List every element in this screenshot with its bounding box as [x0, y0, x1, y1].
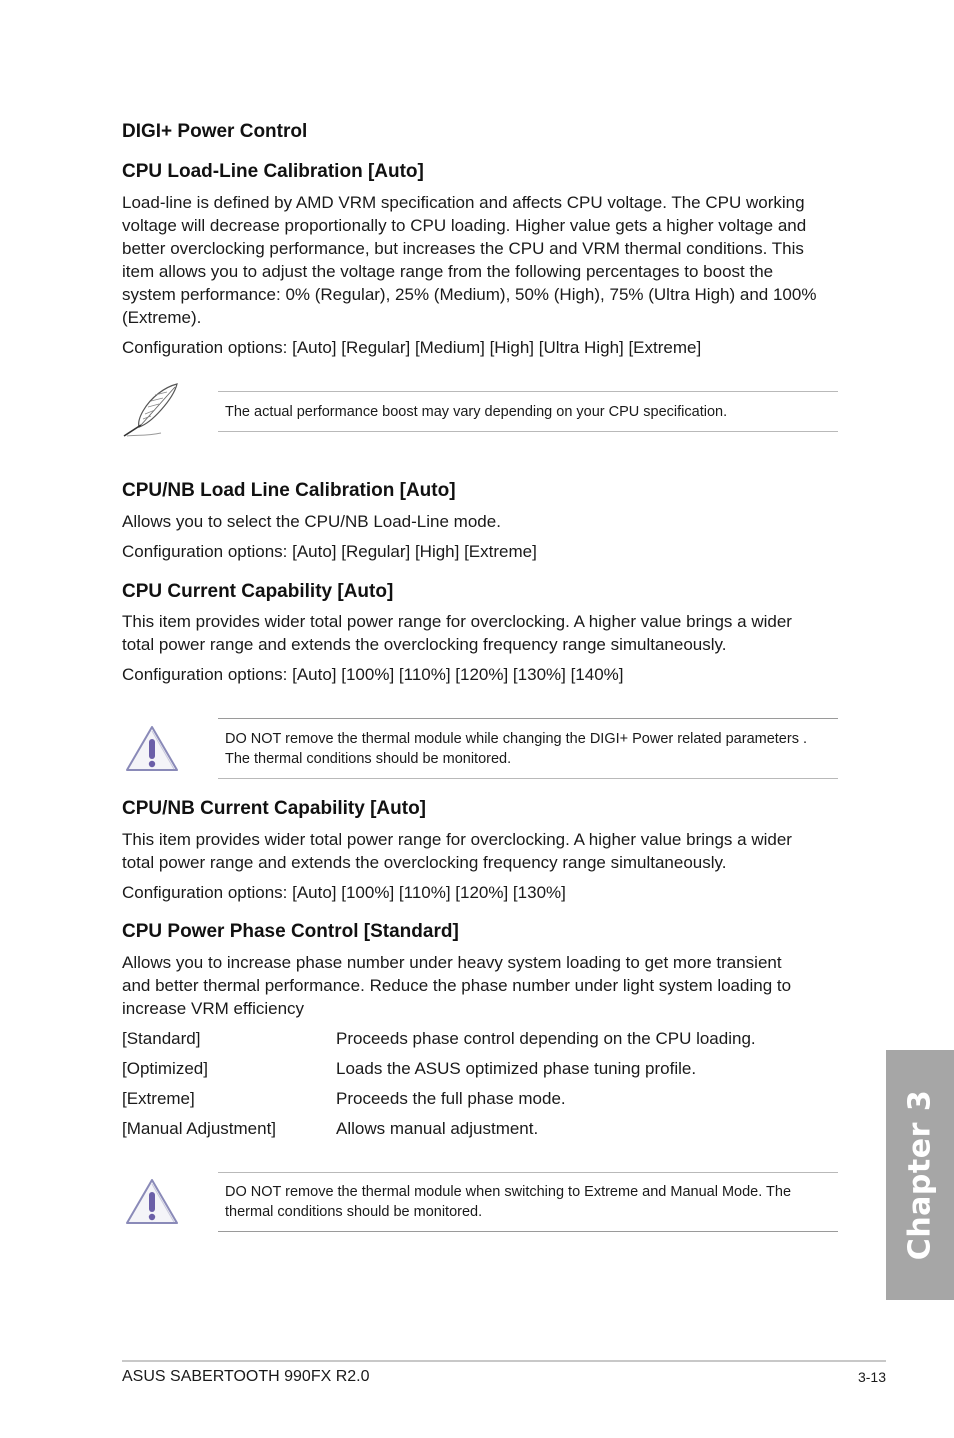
warning-bottom-rule — [218, 778, 838, 779]
option-key-manual: [Manual Adjustment] — [122, 1119, 277, 1138]
footer-product-name: ASUS SABERTOOTH 990FX R2.0 — [122, 1368, 370, 1385]
footer-page-number: 3-13 — [857, 1369, 886, 1385]
option-desc-manual: Allows manual adjustment. — [336, 1119, 539, 1138]
warning-top-rule — [218, 1172, 838, 1173]
note-text: The actual performance boost may vary depending on your CPU specification. — [225, 404, 728, 420]
note-bottom-rule — [218, 431, 838, 432]
warning-text — [225, 729, 807, 769]
warning-top-rule — [218, 718, 838, 719]
warning-triangle-icon — [124, 724, 180, 779]
text-line: This item provides wider total power range for overclocking. A higher value brings a wider — [122, 612, 792, 631]
text-line: DO NOT remove the thermal module while changing the DIGI+ Power related parameters . — [225, 731, 808, 747]
warning-bottom-rule — [218, 1231, 838, 1232]
text-line: thermal conditions should be monitored. — [225, 1204, 483, 1220]
text-line: (Extreme). — [122, 308, 202, 327]
paragraph-cpu-llc — [122, 191, 842, 329]
note-top-rule — [218, 391, 838, 392]
warning-triangle-icon — [124, 1177, 180, 1232]
desc-cpunb-llc: Allows you to select the CPU/NB Load-Line mode. — [122, 512, 501, 531]
text-line: better overclocking performance, but increases the CPU and VRM thermal conditions. This — [122, 239, 804, 258]
heading-cpunb-llc: CPU/NB Load Line Calibration [Auto] — [122, 480, 456, 501]
paragraph-cpu-current — [122, 610, 842, 656]
paragraph-phase-control — [122, 951, 842, 1020]
text-line: This item provides wider total power range for overclocking. A higher value brings a wider — [122, 830, 792, 849]
heading-phase-control: CPU Power Phase Control [Standard] — [122, 921, 459, 942]
text-line: total power range and extends the overclocking frequency range simultaneously. — [122, 635, 727, 654]
config-cpunb-llc: Configuration options: [Auto] [Regular] [High] [Extreme] — [122, 542, 537, 561]
option-key-standard: [Standard] — [122, 1029, 201, 1048]
option-desc-optimized: Loads the ASUS optimized phase tuning profile. — [336, 1059, 697, 1078]
text-line: Load-line is defined by AMD VRM specification and affects CPU voltage. The CPU working — [122, 193, 805, 212]
config-cpunb-current: Configuration options: [Auto] [100%] [110%] [120%] [130%] — [122, 883, 566, 902]
section-title-digi: DIGI+ Power Control — [122, 121, 308, 142]
text-line: The thermal conditions should be monitored. — [225, 751, 512, 767]
warning-text — [225, 1182, 791, 1222]
footer-rule — [122, 1360, 886, 1362]
text-line: Allows you to increase phase number under heavy system loading to get more transient — [122, 953, 782, 972]
feather-pen-icon — [121, 381, 181, 444]
config-cpu-current: Configuration options: [Auto] [100%] [110%] [120%] [130%] [140%] — [122, 665, 624, 684]
heading-cpu-current: CPU Current Capability [Auto] — [122, 581, 394, 602]
text-line: increase VRM efficiency — [122, 999, 305, 1018]
paragraph-cpunb-current — [122, 828, 842, 874]
text-line: and better thermal performance. Reduce the phase number under light system loading to — [122, 976, 792, 995]
option-desc-extreme: Proceeds the full phase mode. — [336, 1089, 566, 1108]
option-key-extreme: [Extreme] — [122, 1089, 195, 1108]
heading-cpu-llc: CPU Load-Line Calibration [Auto] — [122, 161, 424, 182]
text-line: system performance: 0% (Regular), 25% (Medium), 50% (High), 75% (Ultra High) and 100% — [122, 285, 817, 304]
text-line: voltage will decrease proportionally to CPU loading. Higher value gets a higher voltage and — [122, 216, 807, 235]
text-line: DO NOT remove the thermal module when switching to Extreme and Manual Mode. The — [225, 1184, 792, 1200]
config-cpu-llc: Configuration options: [Auto] [Regular] [Medium] [High] [Ultra High] [Extreme] — [122, 338, 702, 357]
chapter-tab-label: Chapter 3 — [902, 1089, 938, 1261]
option-desc-standard: Proceeds phase control depending on the CPU loading. — [336, 1029, 756, 1048]
chapter-side-tab — [886, 1050, 954, 1300]
heading-cpunb-current: CPU/NB Current Capability [Auto] — [122, 798, 426, 819]
text-line: total power range and extends the overclocking frequency range simultaneously. — [122, 853, 727, 872]
text-line: item allows you to adjust the voltage range from the following percentages to boost the — [122, 262, 774, 281]
option-key-optimized: [Optimized] — [122, 1059, 208, 1078]
